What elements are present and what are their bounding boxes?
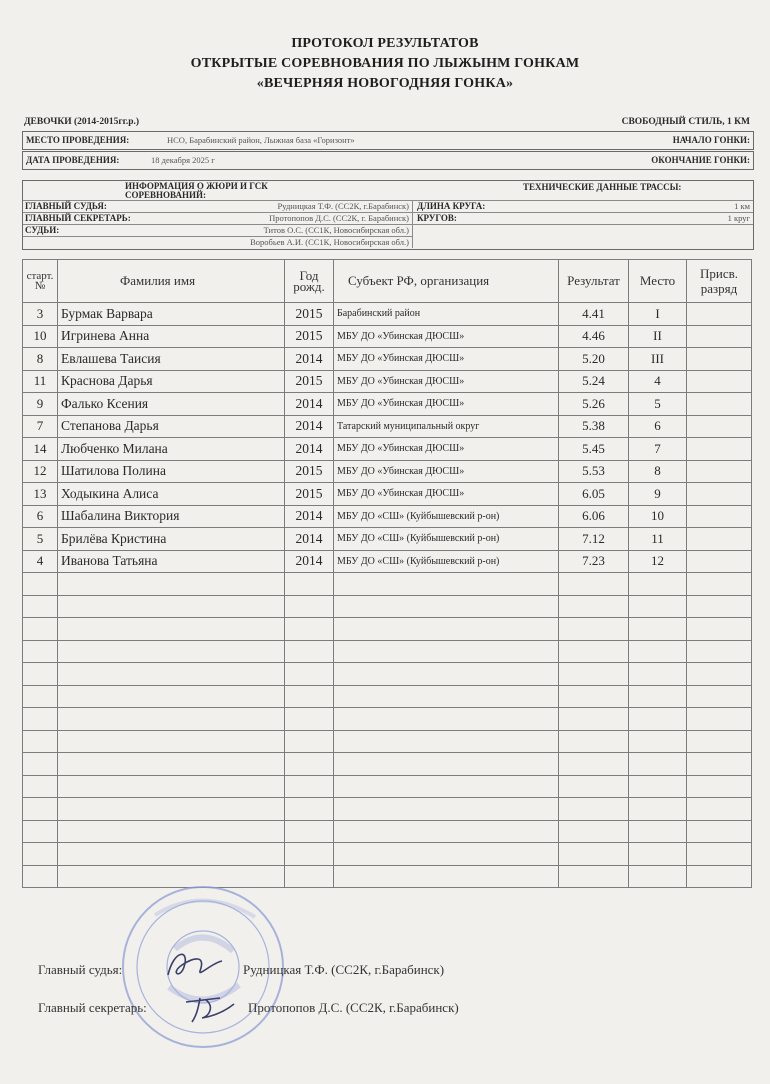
venue-label: МЕСТО ПРОВЕДЕНИЯ: bbox=[26, 135, 130, 145]
empty-cell bbox=[285, 573, 334, 596]
place-cell: 10 bbox=[629, 505, 687, 528]
empty-cell bbox=[58, 798, 285, 821]
empty-cell bbox=[687, 820, 752, 843]
empty-cell bbox=[559, 663, 629, 686]
birth-year-cell: 2014 bbox=[285, 528, 334, 551]
empty-cell bbox=[629, 663, 687, 686]
empty-cell bbox=[23, 573, 58, 596]
result-cell: 5.20 bbox=[559, 348, 629, 371]
rank-cell bbox=[687, 370, 752, 393]
empty-cell bbox=[23, 730, 58, 753]
empty-cell bbox=[629, 753, 687, 776]
empty-cell bbox=[58, 753, 285, 776]
result-cell: 7.12 bbox=[559, 528, 629, 551]
start-num-cell: 10 bbox=[23, 325, 58, 348]
empty-row bbox=[23, 663, 752, 686]
name-cell: Брилёва Кристина bbox=[58, 528, 285, 551]
empty-row bbox=[23, 618, 752, 641]
empty-cell bbox=[559, 640, 629, 663]
empty-cell bbox=[285, 618, 334, 641]
empty-cell bbox=[559, 753, 629, 776]
empty-row bbox=[23, 753, 752, 776]
empty-cell bbox=[23, 595, 58, 618]
start-num-cell: 8 bbox=[23, 348, 58, 371]
empty-cell bbox=[687, 573, 752, 596]
table-row bbox=[23, 438, 752, 461]
empty-cell bbox=[23, 753, 58, 776]
name-cell: Краснова Дарья bbox=[58, 370, 285, 393]
empty-cell bbox=[629, 798, 687, 821]
org-cell: МБУ ДО «Убинская ДЮСШ» bbox=[334, 348, 559, 371]
empty-cell bbox=[334, 640, 559, 663]
empty-cell bbox=[687, 798, 752, 821]
empty-cell bbox=[58, 663, 285, 686]
empty-row bbox=[23, 843, 752, 866]
empty-cell bbox=[23, 708, 58, 731]
start-label: НАЧАЛО ГОНКИ: bbox=[672, 135, 750, 145]
empty-row bbox=[23, 798, 752, 821]
start-num-cell: 4 bbox=[23, 550, 58, 573]
date-row bbox=[22, 151, 754, 170]
rank-cell bbox=[687, 528, 752, 551]
empty-cell bbox=[23, 640, 58, 663]
birth-year-cell: 2015 bbox=[285, 460, 334, 483]
result-cell: 6.05 bbox=[559, 483, 629, 506]
empty-cell bbox=[334, 618, 559, 641]
place-cell: 4 bbox=[629, 370, 687, 393]
empty-cell bbox=[334, 843, 559, 866]
birth-year-cell: 2014 bbox=[285, 505, 334, 528]
empty-cell bbox=[334, 775, 559, 798]
chief-judge-value: Рудницкая Т.Ф. (СС2К, г.Барабинск) bbox=[277, 201, 409, 211]
empty-cell bbox=[334, 820, 559, 843]
result-cell: 4.46 bbox=[559, 325, 629, 348]
empty-row bbox=[23, 640, 752, 663]
table-row bbox=[23, 370, 752, 393]
empty-cell bbox=[629, 820, 687, 843]
style-label: СВОБОДНЫЙ СТИЛЬ, 1 КМ bbox=[621, 117, 750, 127]
empty-cell bbox=[334, 798, 559, 821]
place-cell: I bbox=[629, 303, 687, 326]
empty-cell bbox=[629, 775, 687, 798]
empty-cell bbox=[559, 730, 629, 753]
empty-cell bbox=[629, 843, 687, 866]
empty-cell bbox=[58, 843, 285, 866]
empty-row bbox=[23, 708, 752, 731]
table-row bbox=[23, 325, 752, 348]
empty-cell bbox=[687, 730, 752, 753]
title-line-2: ОТКРЫТЫЕ СОРЕВНОВАНИЯ ПО ЛЫЖЫНМ ГОНКАМ bbox=[190, 56, 580, 71]
start-num-cell: 9 bbox=[23, 393, 58, 416]
empty-cell bbox=[285, 640, 334, 663]
judge-1: Титов О.С. (СС1К, Новосибирская обл.) bbox=[263, 225, 409, 235]
empty-cell bbox=[629, 685, 687, 708]
result-cell: 5.53 bbox=[559, 460, 629, 483]
empty-cell bbox=[285, 730, 334, 753]
empty-cell bbox=[23, 798, 58, 821]
laps-label: КРУГОВ: bbox=[417, 213, 457, 223]
empty-cell bbox=[58, 775, 285, 798]
name-cell: Шатилова Полина bbox=[58, 460, 285, 483]
judges-label: СУДЬИ: bbox=[25, 225, 60, 235]
empty-cell bbox=[629, 573, 687, 596]
empty-cell bbox=[58, 595, 285, 618]
table-row bbox=[23, 348, 752, 371]
empty-cell bbox=[58, 573, 285, 596]
table-row bbox=[23, 550, 752, 573]
org-cell: МБУ ДО «Убинская ДЮСШ» bbox=[334, 393, 559, 416]
col-result: Результат bbox=[559, 260, 629, 303]
result-cell: 5.24 bbox=[559, 370, 629, 393]
empty-cell bbox=[687, 753, 752, 776]
rank-cell bbox=[687, 438, 752, 461]
empty-cell bbox=[629, 865, 687, 888]
start-num-cell: 7 bbox=[23, 415, 58, 438]
birth-year-cell: 2015 bbox=[285, 483, 334, 506]
empty-cell bbox=[23, 843, 58, 866]
table-row bbox=[23, 415, 752, 438]
empty-cell bbox=[23, 865, 58, 888]
rank-cell bbox=[687, 348, 752, 371]
empty-cell bbox=[559, 685, 629, 708]
chief-judge-label: ГЛАВНЫЙ СУДЬЯ: bbox=[25, 201, 107, 211]
chief-secretary-label: ГЛАВНЫЙ СЕКРЕТАРЬ: bbox=[25, 213, 131, 223]
table-header bbox=[23, 260, 752, 303]
empty-cell bbox=[58, 618, 285, 641]
start-num-cell: 14 bbox=[23, 438, 58, 461]
empty-cell bbox=[58, 640, 285, 663]
table-row bbox=[23, 393, 752, 416]
empty-row bbox=[23, 595, 752, 618]
empty-cell bbox=[629, 708, 687, 731]
org-cell: МБУ ДО «Убинская ДЮСШ» bbox=[334, 460, 559, 483]
birth-year-cell: 2015 bbox=[285, 303, 334, 326]
title-line-1: ПРОТОКОЛ РЕЗУЛЬТАТОВ bbox=[291, 36, 479, 51]
chief-secretary-sign-name: Протопопов Д.С. (СС2К, г.Барабинск) bbox=[248, 1000, 459, 1015]
empty-cell bbox=[559, 843, 629, 866]
empty-cell bbox=[23, 663, 58, 686]
org-cell: МБУ ДО «СШ» (Куйбышевский р-он) bbox=[334, 505, 559, 528]
org-cell: МБУ ДО «СШ» (Куйбышевский р-он) bbox=[334, 550, 559, 573]
empty-cell bbox=[334, 663, 559, 686]
empty-cell bbox=[23, 820, 58, 843]
empty-cell bbox=[629, 640, 687, 663]
name-cell: Игринева Анна bbox=[58, 325, 285, 348]
rank-cell bbox=[687, 550, 752, 573]
empty-cell bbox=[629, 730, 687, 753]
empty-cell bbox=[559, 865, 629, 888]
rank-cell bbox=[687, 483, 752, 506]
empty-cell bbox=[334, 865, 559, 888]
empty-cell bbox=[559, 775, 629, 798]
jury-title-1: ИНФОРМАЦИЯ О ЖЮРИ И ГСК bbox=[125, 181, 268, 191]
empty-cell bbox=[285, 820, 334, 843]
rank-cell bbox=[687, 415, 752, 438]
place-cell: III bbox=[629, 348, 687, 371]
result-cell: 5.26 bbox=[559, 393, 629, 416]
col-org: Субъект РФ, организация bbox=[334, 260, 559, 303]
empty-cell bbox=[285, 775, 334, 798]
org-cell: Барабинский район bbox=[334, 303, 559, 326]
empty-row bbox=[23, 685, 752, 708]
empty-cell bbox=[687, 618, 752, 641]
empty-row bbox=[23, 820, 752, 843]
judge-signature-icon bbox=[160, 945, 230, 985]
empty-cell bbox=[334, 753, 559, 776]
empty-cell bbox=[285, 865, 334, 888]
org-cell: МБУ ДО «Убинская ДЮСШ» bbox=[334, 325, 559, 348]
empty-cell bbox=[334, 708, 559, 731]
name-cell: Иванова Татьяна bbox=[58, 550, 285, 573]
empty-cell bbox=[687, 640, 752, 663]
results-table bbox=[22, 259, 752, 888]
place-cell: 12 bbox=[629, 550, 687, 573]
venue-value: НСО, Барабинский район, Лыжная база «Горизонт» bbox=[167, 135, 355, 145]
rank-cell bbox=[687, 303, 752, 326]
org-cell: МБУ ДО «СШ» (Куйбышевский р-он) bbox=[334, 528, 559, 551]
start-num-cell: 12 bbox=[23, 460, 58, 483]
track-title: ТЕХНИЧЕСКИЕ ДАННЫЕ ТРАССЫ: bbox=[523, 182, 682, 192]
empty-cell bbox=[58, 685, 285, 708]
secretary-signature-icon bbox=[180, 990, 240, 1026]
start-num-cell: 6 bbox=[23, 505, 58, 528]
place-cell: 7 bbox=[629, 438, 687, 461]
result-cell: 7.23 bbox=[559, 550, 629, 573]
empty-cell bbox=[334, 685, 559, 708]
birth-year-cell: 2014 bbox=[285, 550, 334, 573]
table-row bbox=[23, 303, 752, 326]
birth-year-cell: 2014 bbox=[285, 438, 334, 461]
col-name: Фамилия имя bbox=[58, 260, 285, 303]
empty-cell bbox=[559, 820, 629, 843]
empty-cell bbox=[629, 595, 687, 618]
chief-judge-sign-label: Главный судья: bbox=[38, 962, 123, 977]
start-num-cell: 13 bbox=[23, 483, 58, 506]
birth-year-cell: 2015 bbox=[285, 370, 334, 393]
start-num-cell: 3 bbox=[23, 303, 58, 326]
empty-cell bbox=[334, 595, 559, 618]
table-row bbox=[23, 483, 752, 506]
table-row bbox=[23, 528, 752, 551]
col-place: Место bbox=[629, 260, 687, 303]
results-body bbox=[23, 303, 752, 888]
jury-info-block bbox=[22, 180, 754, 250]
empty-cell bbox=[687, 843, 752, 866]
empty-cell bbox=[285, 708, 334, 731]
birth-year-cell: 2014 bbox=[285, 393, 334, 416]
empty-cell bbox=[687, 685, 752, 708]
place-cell: 9 bbox=[629, 483, 687, 506]
place-cell: 11 bbox=[629, 528, 687, 551]
org-cell: МБУ ДО «Убинская ДЮСШ» bbox=[334, 483, 559, 506]
date-value: 18 декабря 2025 г bbox=[151, 155, 215, 165]
empty-cell bbox=[559, 595, 629, 618]
birth-year-cell: 2014 bbox=[285, 348, 334, 371]
chief-secretary-value: Протопопов Д.С. (СС2К, г. Барабинск) bbox=[269, 213, 409, 223]
lap-length-label: ДЛИНА КРУГА: bbox=[417, 201, 486, 211]
result-cell: 5.45 bbox=[559, 438, 629, 461]
laps-value: 1 круг bbox=[727, 213, 750, 223]
empty-cell bbox=[334, 573, 559, 596]
date-label: ДАТА ПРОВЕДЕНИЯ: bbox=[26, 155, 120, 165]
empty-cell bbox=[58, 730, 285, 753]
empty-cell bbox=[629, 618, 687, 641]
group-label: ДЕВОЧКИ (2014-2015гг.р.) bbox=[24, 117, 140, 127]
empty-cell bbox=[687, 595, 752, 618]
end-label: ОКОНЧАНИЕ ГОНКИ: bbox=[651, 155, 750, 165]
place-cell: 8 bbox=[629, 460, 687, 483]
empty-cell bbox=[334, 730, 559, 753]
empty-cell bbox=[285, 595, 334, 618]
empty-row bbox=[23, 775, 752, 798]
jury-title-2: СОРЕВНОВАНИЙ: bbox=[125, 190, 206, 200]
birth-year-cell: 2014 bbox=[285, 415, 334, 438]
rank-cell bbox=[687, 505, 752, 528]
result-cell: 4.41 bbox=[559, 303, 629, 326]
empty-cell bbox=[687, 708, 752, 731]
empty-row bbox=[23, 573, 752, 596]
empty-cell bbox=[559, 573, 629, 596]
org-cell: МБУ ДО «Убинская ДЮСШ» bbox=[334, 370, 559, 393]
empty-cell bbox=[58, 708, 285, 731]
start-num-cell: 5 bbox=[23, 528, 58, 551]
name-cell: Фалько Ксения bbox=[58, 393, 285, 416]
empty-cell bbox=[687, 663, 752, 686]
start-num-cell: 11 bbox=[23, 370, 58, 393]
empty-cell bbox=[285, 663, 334, 686]
empty-cell bbox=[285, 685, 334, 708]
lap-length-value: 1 км bbox=[734, 201, 750, 211]
judge-2: Воробьев А.И. (СС1К, Новосибирская обл.) bbox=[250, 237, 409, 247]
name-cell: Ходыкина Алиса bbox=[58, 483, 285, 506]
empty-cell bbox=[23, 685, 58, 708]
rank-cell bbox=[687, 325, 752, 348]
name-cell: Бурмак Варвара bbox=[58, 303, 285, 326]
table-row bbox=[23, 505, 752, 528]
place-cell: 6 bbox=[629, 415, 687, 438]
empty-cell bbox=[559, 798, 629, 821]
empty-cell bbox=[23, 775, 58, 798]
org-cell: МБУ ДО «Убинская ДЮСШ» bbox=[334, 438, 559, 461]
empty-cell bbox=[285, 753, 334, 776]
empty-cell bbox=[687, 775, 752, 798]
rank-cell bbox=[687, 460, 752, 483]
empty-row bbox=[23, 730, 752, 753]
name-cell: Евлашева Таисия bbox=[58, 348, 285, 371]
empty-cell bbox=[559, 708, 629, 731]
table-row bbox=[23, 460, 752, 483]
col-start-num: старт. № bbox=[23, 260, 58, 303]
col-rank: Присв. разряд bbox=[687, 260, 752, 303]
empty-cell bbox=[687, 865, 752, 888]
name-cell: Любченко Милана bbox=[58, 438, 285, 461]
chief-secretary-sign-label: Главный секретарь: bbox=[38, 1000, 147, 1015]
name-cell: Шабалина Виктория bbox=[58, 505, 285, 528]
result-cell: 6.06 bbox=[559, 505, 629, 528]
birth-year-cell: 2015 bbox=[285, 325, 334, 348]
empty-cell bbox=[23, 618, 58, 641]
title-line-3: «ВЕЧЕРНЯЯ НОВОГОДНЯЯ ГОНКА» bbox=[256, 76, 514, 91]
name-cell: Степанова Дарья bbox=[58, 415, 285, 438]
chief-judge-sign-name: Рудницкая Т.Ф. (СС2К, г.Барабинск) bbox=[243, 962, 445, 977]
empty-cell bbox=[285, 843, 334, 866]
org-cell: Татарский муниципальный округ bbox=[334, 415, 559, 438]
rank-cell bbox=[687, 393, 752, 416]
place-cell: II bbox=[629, 325, 687, 348]
empty-cell bbox=[285, 798, 334, 821]
venue-row bbox=[22, 131, 754, 150]
place-cell: 5 bbox=[629, 393, 687, 416]
empty-cell bbox=[559, 618, 629, 641]
col-birth-year: Год рожд. bbox=[285, 260, 334, 303]
result-cell: 5.38 bbox=[559, 415, 629, 438]
empty-cell bbox=[58, 820, 285, 843]
